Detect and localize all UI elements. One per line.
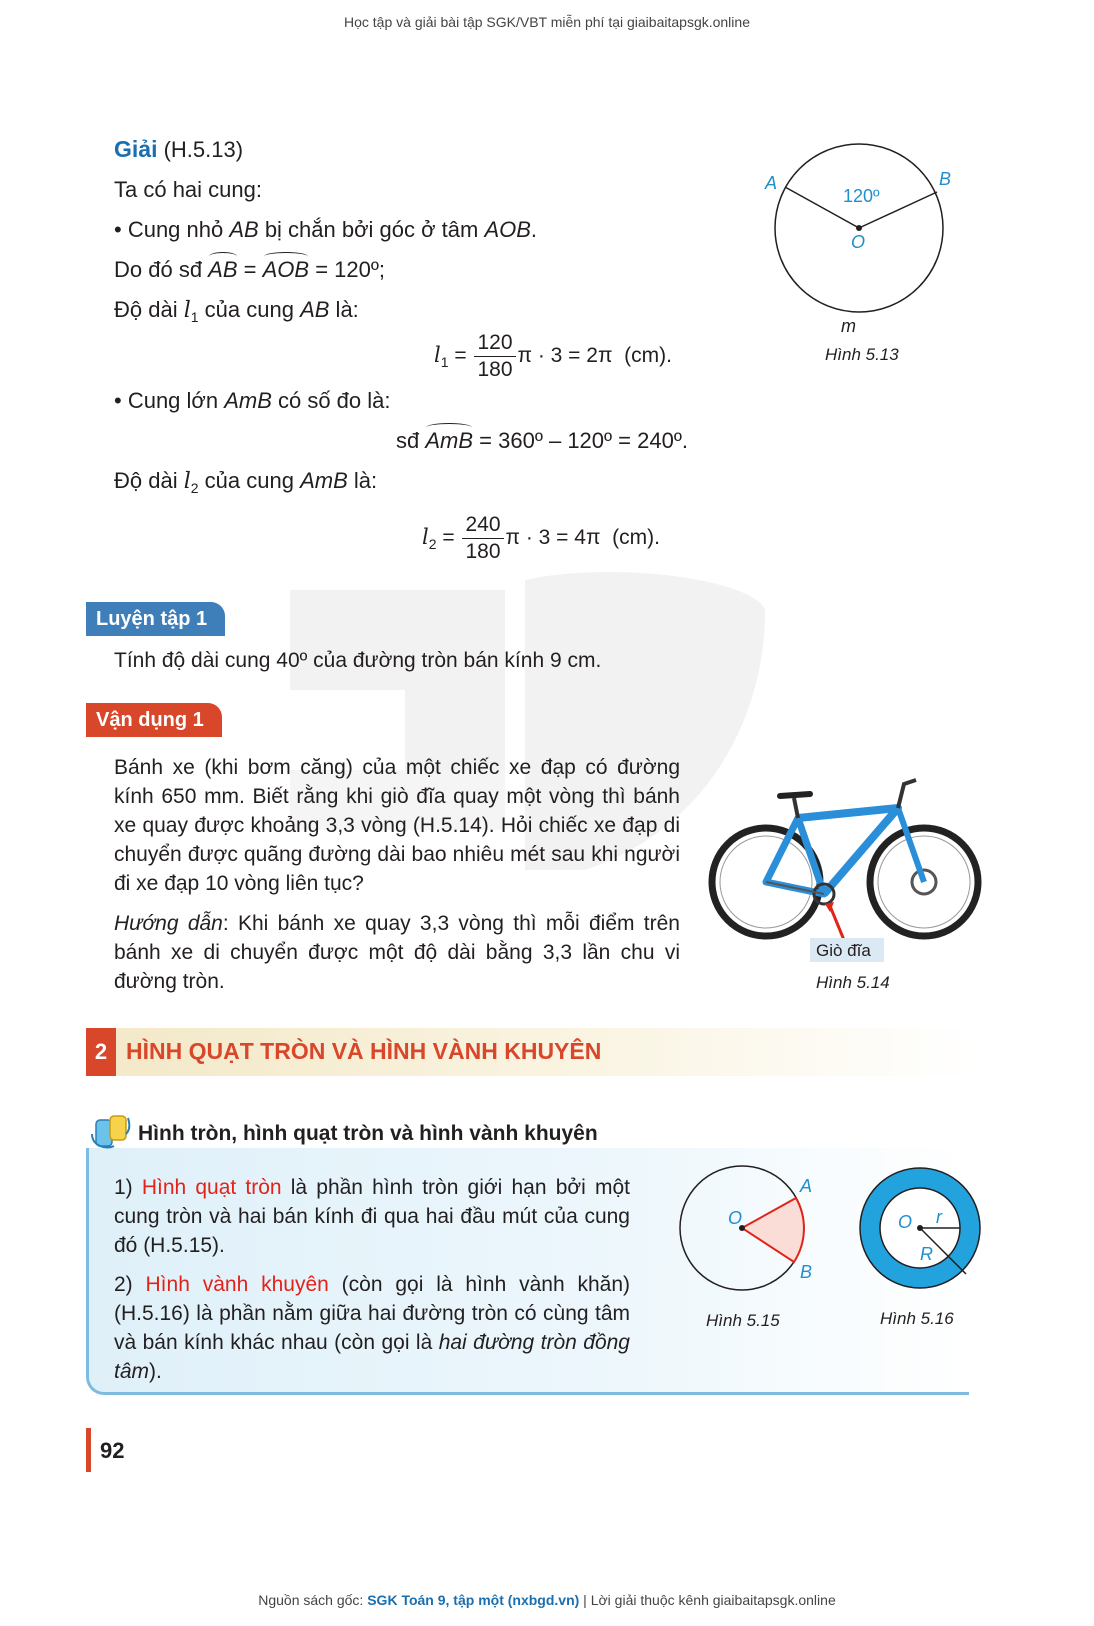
formula-2 — [422, 512, 660, 565]
math-ab: AB — [300, 297, 330, 322]
math-amb: AmB — [224, 388, 272, 413]
text: 2) — [114, 1273, 146, 1296]
label-b: B — [800, 1262, 813, 1282]
label-b: B — [939, 169, 952, 189]
text: ). — [149, 1360, 162, 1383]
pointer-arrow — [830, 906, 844, 940]
text: 1) — [114, 1176, 142, 1199]
label-big-r: R — [920, 1244, 933, 1264]
equals: = — [454, 344, 467, 368]
denominator: 180 — [477, 358, 513, 381]
figure-5-13 — [755, 140, 970, 370]
text: là phần hình tròn giới hạn bởi một cung tròn và hai bán kính đi qua hai đầu mút của cung đó (H.5.15). — [114, 1176, 630, 1257]
text: . — [530, 217, 538, 242]
label-o: O — [898, 1212, 913, 1232]
caption-5-15: Hình 5.15 — [706, 1311, 780, 1330]
numerator: 120 — [474, 330, 515, 357]
math-amb: AmB — [300, 468, 348, 493]
formula-rest: π · 3 = 2π (cm). — [517, 344, 672, 368]
measure-amb — [396, 426, 688, 456]
arc-ab: AB — [208, 255, 237, 285]
figure-5-16-annulus — [850, 1158, 1000, 1338]
solution-intro: Ta có hai cung: — [114, 177, 262, 202]
text: có số đo là: — [271, 388, 391, 413]
section-title: HÌNH QUẠT TRÒN VÀ HÌNH VÀNH KHUYÊN — [126, 1038, 602, 1064]
apply-hint — [114, 909, 680, 996]
sector — [742, 1198, 804, 1262]
seat-post — [794, 798, 798, 818]
text: = 120º; — [309, 257, 386, 282]
math-aob: AOB — [484, 217, 531, 242]
text: của cung — [198, 468, 301, 493]
definition-item-1 — [114, 1173, 630, 1260]
text: • Cung nhỏ — [114, 217, 230, 242]
arc-aob: AOB — [263, 255, 309, 285]
length1-label — [114, 295, 359, 332]
center-point — [917, 1225, 923, 1231]
footer-note — [0, 1592, 1094, 1608]
caption-5-14: Hình 5.14 — [816, 973, 890, 992]
footer-source-link[interactable]: SGK Toán 9, tập một (nxbgd.vn) — [367, 1592, 580, 1608]
hint-text: : Khi bánh xe quay 3,3 vòng thì mỗi điểm trên bánh xe di chuyển được một độ dài bằng 3,3 lần chu vi đường tròn. — [114, 912, 680, 993]
apply-text: Bánh xe (khi bơm căng) của một chiếc xe đạp có đường kính 650 mm. Biết rằng khi giò đĩa quay một vòng thì bánh xe quay được khoảng 3,3 vòng (H.5.14). Hỏi chiếc xe đạp di chuyển được quãng đường dài bao nhiêu mét sau khi người đi xe đạp 10 vòng liên tục? — [114, 756, 680, 895]
text: là: — [329, 297, 359, 322]
measure-line — [114, 255, 385, 285]
numerator: 240 — [462, 512, 503, 539]
term-sector: Hình quạt tròn — [141, 1176, 282, 1199]
label-a: A — [800, 1176, 813, 1196]
formula-rest: π · 3 = 4π (cm). — [505, 526, 660, 550]
text: = — [237, 257, 263, 282]
hint-label: Hướng dẫn — [114, 912, 223, 935]
fork — [898, 808, 924, 882]
label-o: O — [851, 232, 866, 252]
saddle — [780, 794, 810, 796]
math-ab: AB — [229, 217, 259, 242]
var-l: l — [422, 525, 429, 550]
page-number: 92 — [100, 1438, 125, 1463]
definition-item-2 — [114, 1270, 630, 1386]
caption-5-13: Hình 5.13 — [825, 345, 899, 364]
footer-suffix: | Lời giải thuộc kênh giaibaitapsgk.online — [579, 1592, 836, 1608]
top-note: Học tập và giải bài tập SGK/VBT miễn phí tại giaibaitapsgk.online — [344, 14, 750, 30]
var-l: l — [183, 298, 191, 323]
section-number: 2 — [86, 1028, 116, 1076]
text: của cung — [198, 297, 301, 322]
caption-5-16: Hình 5.16 — [880, 1309, 954, 1328]
fraction — [462, 512, 503, 565]
var-l: l — [434, 343, 441, 368]
center-point — [856, 225, 862, 231]
text: bị chắn bởi góc ở tâm — [258, 217, 485, 242]
solution-ref: (H.5.13) — [163, 137, 244, 162]
subscript: 1 — [440, 354, 449, 371]
figure-5-15-sector — [670, 1158, 830, 1338]
practice-tag: Luyện tập 1 — [86, 602, 225, 636]
figure-5-14-bicycle — [706, 770, 986, 995]
denominator: 180 — [465, 540, 501, 563]
length2-label — [114, 466, 377, 503]
handlebar — [898, 780, 916, 808]
text: là: — [347, 468, 378, 493]
text: (còn gọi là hình vành khăn) (H.5.16) là phần nằm giữa hai đường tròn có cùng tâm và bán kính khác nhau (còn gọi là — [114, 1273, 630, 1354]
bullet-small-arc — [114, 215, 537, 245]
label-r: r — [936, 1207, 942, 1227]
page-marker — [86, 1428, 91, 1472]
equals: = — [442, 526, 455, 550]
practice-text: Tính độ dài cung 40º của đường tròn bán kính 9 cm. — [114, 649, 602, 672]
subscript: 1 — [190, 309, 199, 325]
var-l: l — [183, 469, 191, 494]
apply-tag: Vận dụng 1 — [86, 703, 222, 737]
label-a: A — [765, 173, 778, 193]
label-gio-dia: Giò đĩa — [816, 941, 871, 960]
text: Độ dài — [114, 468, 184, 493]
italic-term: hai đường tròn đồng tâm — [114, 1331, 630, 1383]
text: Độ dài — [114, 297, 184, 322]
subscript: 2 — [428, 536, 437, 553]
text: Do đó sđ — [114, 257, 209, 282]
label-m: m — [841, 316, 856, 336]
solution-title: Giải — [114, 136, 158, 162]
label-angle: 120º — [843, 186, 880, 206]
arc-amb: AmB — [425, 426, 473, 456]
fraction — [474, 330, 515, 383]
formula-1 — [434, 330, 672, 383]
text: = 360º – 120º = 240º. — [473, 428, 688, 453]
term-annulus: Hình vành khuyên — [145, 1273, 329, 1296]
subscript: 2 — [190, 480, 199, 496]
definition-heading: Hình tròn, hình quạt tròn và hình vành khuyên — [138, 1122, 598, 1145]
bullet-large-arc — [114, 386, 391, 416]
footer-prefix: Nguồn sách gốc: — [258, 1592, 368, 1608]
text: sđ — [396, 428, 426, 453]
label-o: O — [728, 1208, 743, 1228]
knowledge-icon — [90, 1112, 134, 1152]
solution-heading — [114, 134, 243, 165]
text: • Cung lớn — [114, 388, 225, 413]
